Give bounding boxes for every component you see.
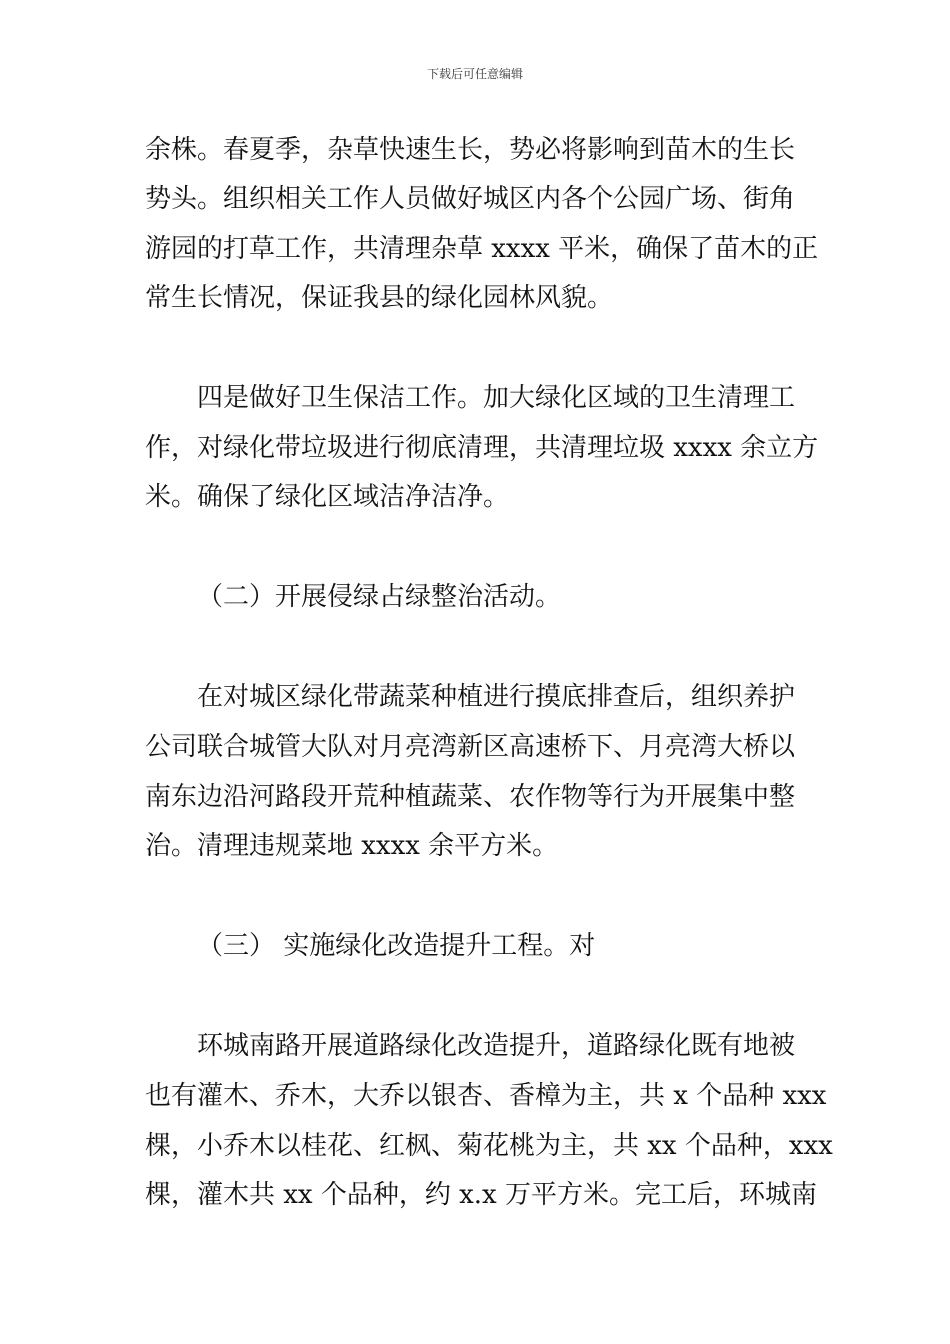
text-line: 常生长情况，保证我县的绿化园林风貌。 — [145, 283, 614, 313]
page-header: 下载后可任意编辑 — [426, 67, 523, 81]
text-line: 南东边沿河路段开荒种植蔬菜、农作物等行为开展集中整 — [145, 782, 796, 812]
text-line: 公司联合城管大队对月亮湾新区高速桥下、月亮湾大桥以 — [145, 732, 796, 762]
text-line: 棵，灌木共 xx 个品种，约 x.x 万平方米。完工后，环城南 — [145, 1180, 817, 1210]
text-line: 棵，小乔木以桂花、红枫、菊花桃为主，共 xx 个品种，xxx — [145, 1131, 833, 1161]
text-line: 米。确保了绿化区域洁净洁净。 — [145, 482, 510, 512]
text-line: 也有灌木、乔木，大乔以银杏、香樟为主，共 x 个品种 xxx — [145, 1081, 827, 1111]
section-heading: （三） 实施绿化改造提升工程。对 — [197, 931, 596, 961]
text-line: 势头。组织相关工作人员做好城区内各个公园广场、街角 — [145, 184, 796, 214]
text-line: 游园的打草工作，共清理杂草 xxxx 平米，确保了苗木的正 — [145, 234, 819, 264]
text-line: 作，对绿化带垃圾进行彻底清理，共清理垃圾 xxxx 余立方 — [145, 433, 819, 463]
text-line: 在对城区绿化带蔬菜种植进行摸底排查后，组织养护 — [197, 682, 796, 712]
text-line: 余株。春夏季，杂草快速生长，势必将影响到苗木的生长 — [145, 135, 796, 165]
text-line: 治。清理违规菜地 xxxx 余平方米。 — [145, 831, 559, 861]
section-heading: （二）开展侵绿占绿整治活动。 — [197, 582, 562, 612]
text-line: 四是做好卫生保洁工作。加大绿化区域的卫生清理工 — [197, 383, 796, 413]
text-line: 环城南路开展道路绿化改造提升，道路绿化既有地被 — [197, 1031, 796, 1061]
